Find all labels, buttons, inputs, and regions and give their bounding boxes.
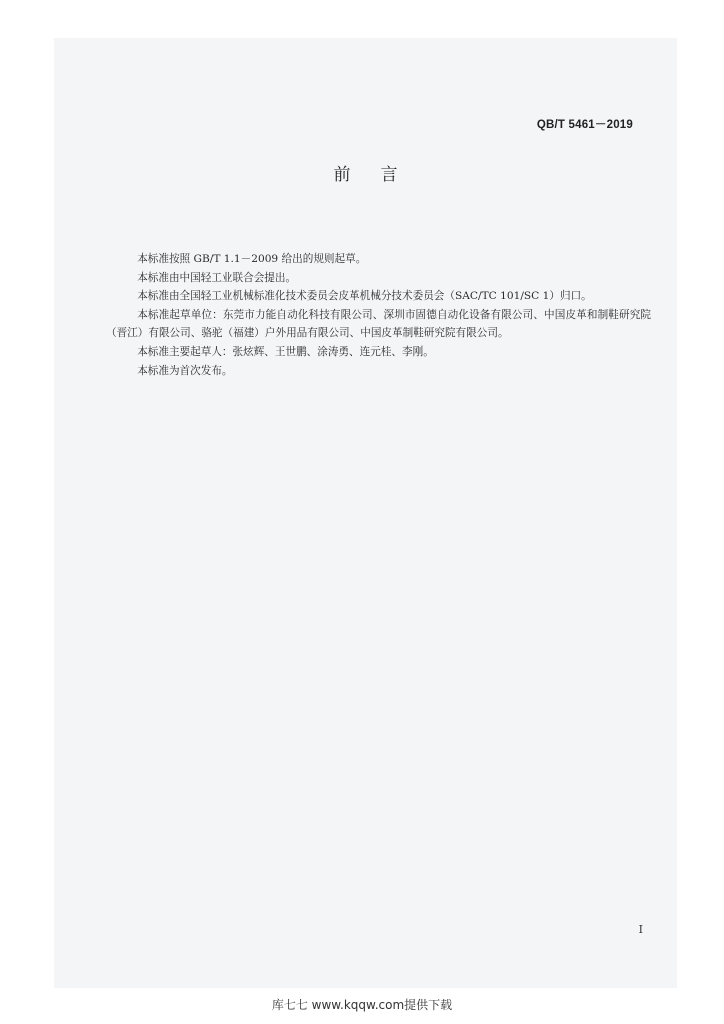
page-number: I	[638, 923, 643, 936]
paragraph-proposer: 本标准由中国轻工业联合会提出。	[137, 271, 297, 284]
paragraph-main-drafters: 本标准主要起草人：张炫辉、王世鹏、涂涛勇、连元桂、李刚。	[137, 345, 434, 358]
document-page	[54, 38, 677, 988]
page-title: 前言	[333, 165, 428, 185]
paragraph-drafting-units: 本标准起草单位：东莞市力能自动化科技有限公司、深圳市固德自动化设备有限公司、中国皮革和制鞋研究院（晋江）有限公司、骆驼（福建）户外用品有限公司、中国皮革制鞋研究院有限公司。	[106, 308, 651, 340]
paragraph-drafting-rules: 本标准按照 GB/T 1.1－2009 给出的规则起草。	[137, 253, 367, 265]
paragraph-responsible-committee: 本标准由全国轻工业机械标准化技术委员会皮革机械分技术委员会（SAC/TC 101/SC 1）归口。	[137, 290, 592, 303]
paragraph-first-release: 本标准为首次发布。	[137, 364, 233, 377]
standard-code: QB/T 5461－2019	[536, 119, 633, 131]
download-source-footer: 库七七 www.kqqw.com提供下载	[271, 998, 453, 1012]
foreword-body	[106, 250, 651, 380]
